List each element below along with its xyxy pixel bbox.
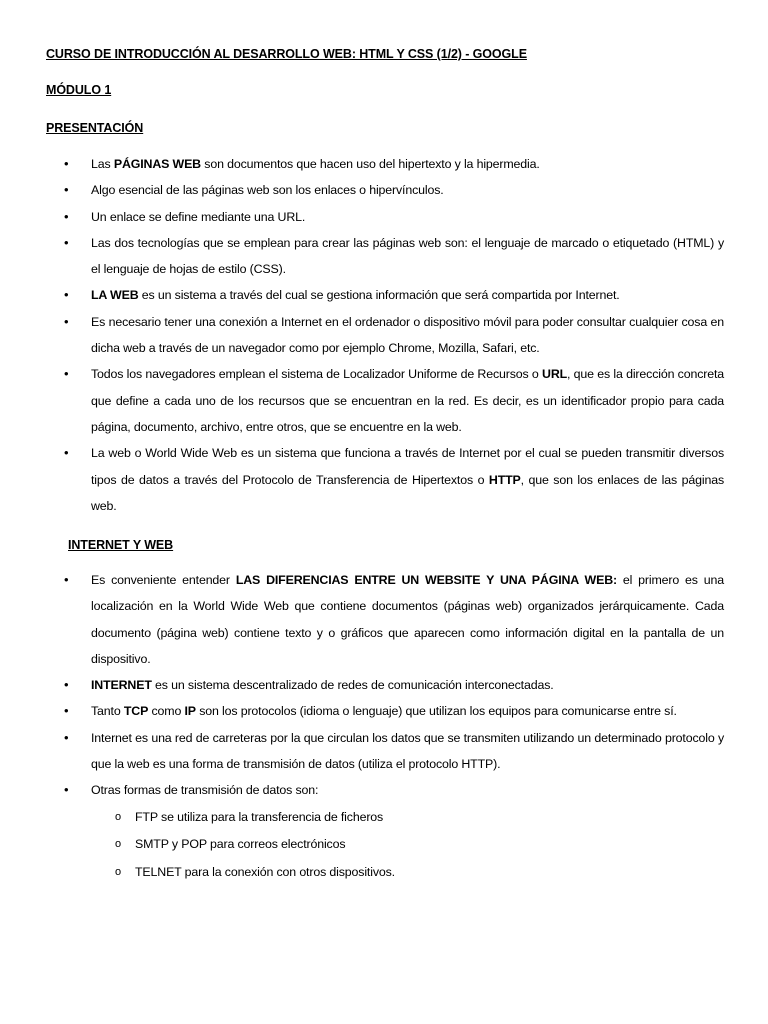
list-item: • Tanto TCP como IP son los protocolos (idioma o lenguaje) que utilizan los equipos para comunicarse entre sí.	[60, 698, 724, 724]
presentacion-bullet-list	[60, 151, 724, 519]
list-item: • Las PÁGINAS WEB son documentos que hacen uso del hipertexto y la hipermedia.	[60, 151, 724, 177]
section-heading-presentacion: PRESENTACIÓN	[46, 121, 144, 135]
list-item: • La web o World Wide Web es un sistema que funciona a través de Internet por el cual se pueden transmitir diversos tipos de datos a través del Protocolo de Transferencia de Hipertextos o HTTP, que son los enlaces de las páginas web.	[60, 440, 724, 519]
list-item: • Internet es una red de carreteras por la que circulan los datos que se transmiten utilizando un determinado protocolo y que la web es una forma de transmisión de datos (utiliza el protocolo HTTP).	[60, 725, 724, 778]
list-item: • INTERNET es un sistema descentralizado de redes de comunicación interconectadas.	[60, 672, 724, 698]
list-item: • Un enlace se define mediante una URL.	[60, 204, 724, 230]
transmission-forms-sublist	[91, 804, 724, 887]
document-title: CURSO DE INTRODUCCIÓN AL DESARROLLO WEB: HTML Y CSS (1/2) - GOOGLE	[46, 47, 527, 61]
list-item: • Es conveniente entender LAS DIFERENCIAS ENTRE UN WEBSITE Y UNA PÁGINA WEB: el primero es una localización en la World Wide Web que contiene documentos (páginas web) organizados jerárquicamente. Cada documento (página web) contiene texto y o gráficos que aparecen como información digital en la pantalla de un dispositivo.	[60, 567, 724, 672]
sub-list-item: o FTP se utiliza para la transferencia de ficheros	[91, 804, 724, 832]
sub-list-item: o TELNET para la conexión con otros dispositivos.	[91, 859, 724, 887]
list-item: • Todos los navegadores emplean el sistema de Localizador Uniforme de Recursos o URL, que es la dirección concreta que define a cada uno de los recursos que se encuentran en la red. Es decir, es un identificador propio para cada página, documento, archivo, entre otros, que se encuentre en la web.	[60, 361, 724, 440]
sub-list-item: o SMTP y POP para correos electrónicos	[91, 831, 724, 859]
list-item: • LA WEB es un sistema a través del cual se gestiona información que será compartida por Internet.	[60, 282, 724, 308]
list-item: • Algo esencial de las páginas web son los enlaces o hipervínculos.	[60, 177, 724, 203]
list-item: • Es necesario tener una conexión a Internet en el ordenador o dispositivo móvil para poder consultar cualquier cosa en dicha web a través de un navegador como por ejemplo Chrome, Mozilla, Safari, etc.	[60, 309, 724, 362]
module-heading: MÓDULO 1	[46, 83, 112, 97]
section-heading-internet-y-web: INTERNET Y WEB	[68, 538, 174, 552]
internet-y-web-bullet-list	[60, 567, 724, 886]
list-item: • Otras formas de transmisión de datos son: o FTP se utiliza para la transferencia de ficheros o SMTP y POP para correos electrónicos o TELNET para la conexión con otros dispositivos.	[60, 777, 724, 886]
list-item: • Las dos tecnologías que se emplean para crear las páginas web son: el lenguaje de marcado o etiquetado (HTML) y el lenguaje de hojas de estilo (CSS).	[60, 230, 724, 283]
